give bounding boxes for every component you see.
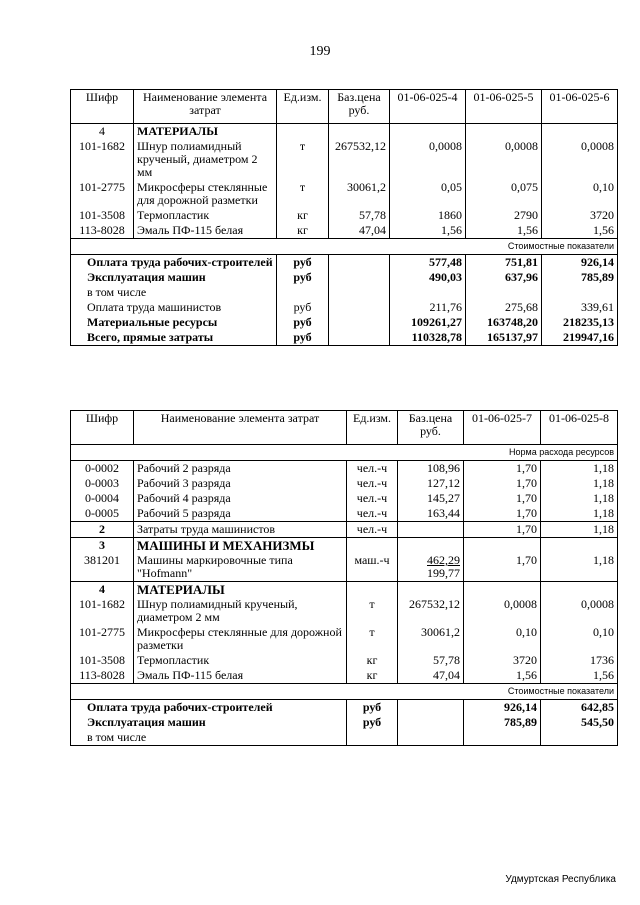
row-price: 57,78 xyxy=(398,653,464,668)
row-value: 1736 xyxy=(541,653,618,668)
row-unit: маш.-ч xyxy=(347,553,398,582)
row-unit: кг xyxy=(347,668,398,684)
row-value: 0,10 xyxy=(542,180,618,208)
row-value: 2790 xyxy=(466,208,542,223)
row-price: 127,12 xyxy=(398,476,464,491)
total-row xyxy=(71,300,618,315)
total-value: 926,14 xyxy=(464,700,541,716)
norm-label: Норма расхода ресурсов xyxy=(71,445,618,461)
table-row xyxy=(71,668,618,684)
total-value: 577,48 xyxy=(390,255,466,271)
row-value: 0,0008 xyxy=(466,139,542,180)
row-value: 0,05 xyxy=(390,180,466,208)
total-value: 926,14 xyxy=(542,255,618,271)
row-value: 1,70 xyxy=(464,491,541,506)
row-price: 163,44 xyxy=(398,506,464,522)
footer-region: Удмуртская Республика xyxy=(505,874,616,885)
table-row xyxy=(71,597,618,625)
row-price: 267532,12 xyxy=(398,597,464,625)
total-value: 219947,16 xyxy=(542,330,618,346)
table-row xyxy=(71,522,618,538)
row-code: 113-8028 xyxy=(71,668,134,684)
row-value: 3720 xyxy=(542,208,618,223)
total-row xyxy=(71,255,618,271)
row-name: Рабочий 3 разряда xyxy=(134,476,347,491)
table-row xyxy=(71,491,618,506)
table-row xyxy=(71,139,618,180)
row-value: 1,56 xyxy=(541,668,618,684)
row-unit: чел.-ч xyxy=(347,522,398,538)
total-value: 637,96 xyxy=(466,270,542,285)
row-price: 267532,12 xyxy=(329,139,390,180)
row-price: 108,96 xyxy=(398,461,464,477)
total-unit: руб xyxy=(347,700,398,716)
total-value: 339,61 xyxy=(542,300,618,315)
total-name: Материальные ресурсы xyxy=(71,315,277,330)
table-row xyxy=(71,461,618,477)
header-name: Наименование элемента затрат xyxy=(134,411,347,445)
row-value: 1,70 xyxy=(464,506,541,522)
row-unit: чел.-ч xyxy=(347,461,398,477)
section-number: 3 xyxy=(71,538,134,554)
total-unit: руб xyxy=(277,270,329,285)
section-title: МАТЕРИАЛЫ xyxy=(134,124,277,140)
row-unit: кг xyxy=(347,653,398,668)
header-unit: Ед.изм. xyxy=(277,90,329,124)
table-row xyxy=(71,180,618,208)
total-unit: руб xyxy=(277,315,329,330)
row-name: Термопластик xyxy=(134,208,277,223)
row-price: 57,78 xyxy=(329,208,390,223)
header-code: Шифр xyxy=(71,90,134,124)
row-value: 1,56 xyxy=(390,223,466,239)
header-col-2: 01-06-025-5 xyxy=(466,90,542,124)
row-code: 113-8028 xyxy=(71,223,134,239)
price-top: 462,29 xyxy=(427,553,460,567)
section-title: МАТЕРИАЛЫ xyxy=(134,582,347,598)
total-name: Оплата труда рабочих-строителей xyxy=(71,700,347,716)
row-code: 101-3508 xyxy=(71,653,134,668)
resource-table-2 xyxy=(70,410,618,746)
row-value: 1,70 xyxy=(464,461,541,477)
row-code: 2 xyxy=(71,522,134,538)
row-code: 101-3508 xyxy=(71,208,134,223)
header-col-1: 01-06-025-4 xyxy=(390,90,466,124)
row-name: Шнур полиамидный крученый, диаметром 2 мм xyxy=(134,597,347,625)
header-code: Шифр xyxy=(71,411,134,445)
total-name: Оплата труда машинистов xyxy=(71,300,277,315)
row-value: 1,70 xyxy=(464,553,541,582)
row-code: 101-2775 xyxy=(71,180,134,208)
row-name: Машины маркировочные типа "Hofmann" xyxy=(134,553,347,582)
total-value: 490,03 xyxy=(390,270,466,285)
row-value: 0,10 xyxy=(464,625,541,653)
row-value: 1,56 xyxy=(466,223,542,239)
row-name: Рабочий 4 разряда xyxy=(134,491,347,506)
total-unit: руб xyxy=(277,300,329,315)
row-name: Затраты труда машинистов xyxy=(134,522,347,538)
row-value: 0,0008 xyxy=(390,139,466,180)
total-row xyxy=(71,285,618,300)
row-code: 101-2775 xyxy=(71,625,134,653)
row-value: 0,075 xyxy=(466,180,542,208)
total-row xyxy=(71,700,618,716)
row-value: 1,18 xyxy=(541,522,618,538)
header-price: Баз.цена руб. xyxy=(398,411,464,445)
total-unit: руб xyxy=(277,330,329,346)
section-number: 4 xyxy=(71,124,134,140)
header-col-1: 01-06-025-7 xyxy=(464,411,541,445)
row-price: 47,04 xyxy=(398,668,464,684)
total-name: Всего, прямые затраты xyxy=(71,330,277,346)
header-col-2: 01-06-025-8 xyxy=(541,411,618,445)
total-row xyxy=(71,315,618,330)
row-value: 1,56 xyxy=(464,668,541,684)
row-unit: кг xyxy=(277,223,329,239)
table-row xyxy=(71,553,618,582)
total-unit: руб xyxy=(347,715,398,730)
total-value: 211,76 xyxy=(390,300,466,315)
cost-indicators-label: Стоимостные показатели xyxy=(71,239,618,255)
row-value: 1,70 xyxy=(464,522,541,538)
row-value: 0,10 xyxy=(541,625,618,653)
total-name: Эксплуатация машин xyxy=(71,715,347,730)
header-price: Баз.цена руб. xyxy=(329,90,390,124)
total-value: 275,68 xyxy=(466,300,542,315)
total-value: 110328,78 xyxy=(390,330,466,346)
row-price xyxy=(398,553,464,582)
row-code: 101-1682 xyxy=(71,139,134,180)
total-value: 218235,13 xyxy=(542,315,618,330)
row-name: Рабочий 2 разряда xyxy=(134,461,347,477)
row-value: 0,0008 xyxy=(464,597,541,625)
total-value: 785,89 xyxy=(464,715,541,730)
row-name: Термопластик xyxy=(134,653,347,668)
table-row xyxy=(71,476,618,491)
row-value: 3720 xyxy=(464,653,541,668)
total-name: Оплата труда рабочих-строителей xyxy=(71,255,277,271)
row-value: 1860 xyxy=(390,208,466,223)
header-col-3: 01-06-025-6 xyxy=(542,90,618,124)
table-row xyxy=(71,223,618,239)
header-unit: Ед.изм. xyxy=(347,411,398,445)
table-row xyxy=(71,625,618,653)
row-unit: чел.-ч xyxy=(347,491,398,506)
total-value: 785,89 xyxy=(542,270,618,285)
total-value: 163748,20 xyxy=(466,315,542,330)
total-name: в том числе xyxy=(71,730,347,746)
total-row xyxy=(71,330,618,346)
table-row xyxy=(71,653,618,668)
row-code: 381201 xyxy=(71,553,134,582)
row-code: 0-0003 xyxy=(71,476,134,491)
row-unit: т xyxy=(347,625,398,653)
row-value: 0,0008 xyxy=(541,597,618,625)
row-unit: т xyxy=(277,180,329,208)
row-value: 1,56 xyxy=(542,223,618,239)
total-row xyxy=(71,270,618,285)
row-value: 1,18 xyxy=(541,506,618,522)
row-unit: чел.-ч xyxy=(347,506,398,522)
row-name: Рабочий 5 разряда xyxy=(134,506,347,522)
total-row xyxy=(71,715,618,730)
total-value: 165137,97 xyxy=(466,330,542,346)
row-name: Микросферы стеклянные для дорожной разметки xyxy=(134,625,347,653)
table-row xyxy=(71,208,618,223)
section-number: 4 xyxy=(71,582,134,598)
row-name: Эмаль ПФ-115 белая xyxy=(134,668,347,684)
total-row xyxy=(71,730,618,746)
row-value: 1,18 xyxy=(541,476,618,491)
cost-indicators-label: Стоимостные показатели xyxy=(71,684,618,700)
total-value: 751,81 xyxy=(466,255,542,271)
row-unit: т xyxy=(347,597,398,625)
row-code: 101-1682 xyxy=(71,597,134,625)
row-code: 0-0004 xyxy=(71,491,134,506)
row-unit: кг xyxy=(277,208,329,223)
price-bottom: 199,77 xyxy=(427,566,460,580)
row-price: 47,04 xyxy=(329,223,390,239)
total-name: в том числе xyxy=(71,285,277,300)
row-name: Шнур полиамидный крученый, диаметром 2 мм xyxy=(134,139,277,180)
row-name: Микросферы стеклянные для дорожной разметки xyxy=(134,180,277,208)
row-code: 0-0005 xyxy=(71,506,134,522)
total-value: 642,85 xyxy=(541,700,618,716)
total-value: 109261,27 xyxy=(390,315,466,330)
total-unit: руб xyxy=(277,255,329,271)
total-value: 545,50 xyxy=(541,715,618,730)
row-price: 30061,2 xyxy=(329,180,390,208)
row-value: 1,18 xyxy=(541,553,618,582)
row-price: 30061,2 xyxy=(398,625,464,653)
resource-table-1 xyxy=(70,89,618,346)
row-price: 145,27 xyxy=(398,491,464,506)
total-name: Эксплуатация машин xyxy=(71,270,277,285)
section-title: МАШИНЫ И МЕХАНИЗМЫ xyxy=(134,538,347,554)
row-value: 1,18 xyxy=(541,461,618,477)
row-unit: чел.-ч xyxy=(347,476,398,491)
table-row xyxy=(71,506,618,522)
row-value: 0,0008 xyxy=(542,139,618,180)
row-value: 1,70 xyxy=(464,476,541,491)
row-value: 1,18 xyxy=(541,491,618,506)
row-name: Эмаль ПФ-115 белая xyxy=(134,223,277,239)
page-number: 199 xyxy=(309,44,331,59)
header-name: Наименование элемента затрат xyxy=(134,90,277,124)
row-code: 0-0002 xyxy=(71,461,134,477)
row-unit: т xyxy=(277,139,329,180)
